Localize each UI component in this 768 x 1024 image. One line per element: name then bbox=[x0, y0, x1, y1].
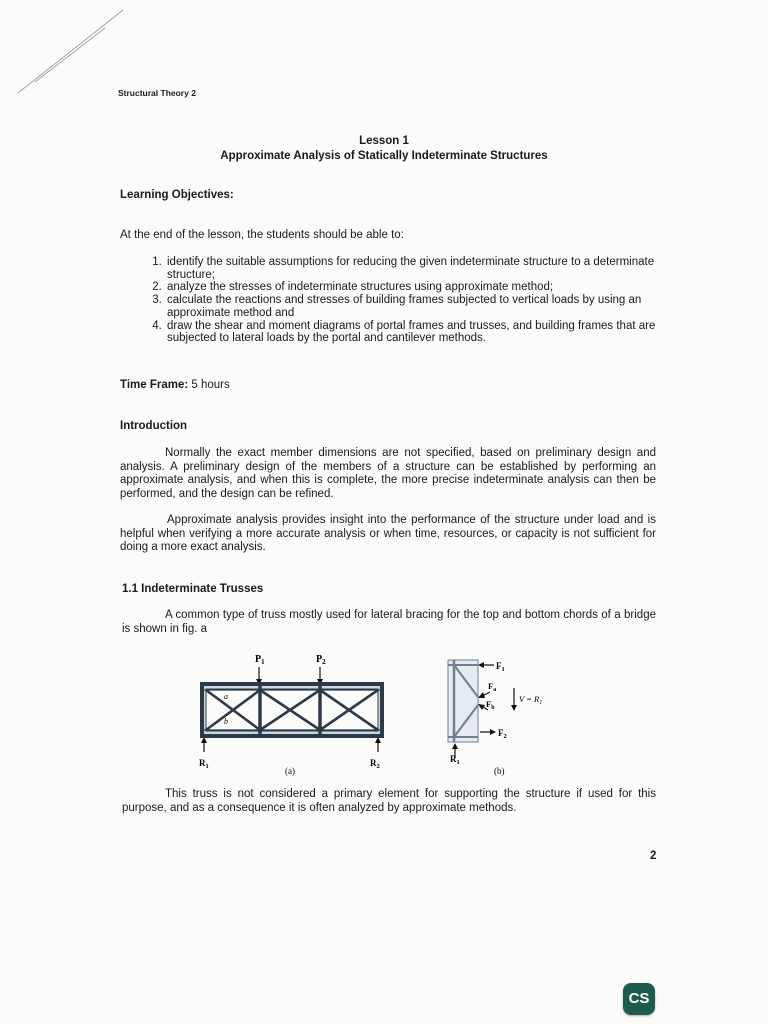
truss-figure-a bbox=[194, 648, 394, 780]
section-heading: 1.1 Indeterminate Trusses bbox=[122, 583, 264, 595]
reaction-arrow-right bbox=[375, 737, 381, 752]
force-f2-arrow bbox=[480, 729, 496, 735]
load-p2-label: $P_2$ bbox=[316, 654, 326, 666]
reaction-r1-label: $R_1$ bbox=[199, 758, 209, 770]
time-frame bbox=[120, 379, 230, 393]
lesson-number: Lesson 1 bbox=[359, 135, 409, 147]
reaction-arrow-left bbox=[201, 737, 207, 752]
objective-item: 1. identify the suitable assumptions for reducing the given indeterminate structure to a determinate structure; bbox=[165, 256, 683, 281]
time-frame-label: Time Frame: bbox=[120, 379, 189, 391]
objective-item: 3. calculate the reactions and stresses of building frames subjected to vertical loads by using an approximate method and bbox=[165, 294, 683, 319]
free-body-figure-b bbox=[438, 650, 568, 780]
force-f1-label: $F_1$ bbox=[496, 661, 505, 673]
scanner-logo: CS bbox=[623, 983, 655, 1015]
introduction-paragraph-2: Approximate analysis provides insight into the performance of the structure under load and is helpful when verifying a more accurate analysis or when time, resources, or capacity is not sufficient for doing a more exact analysis. bbox=[120, 514, 656, 553]
objective-item: 2. analyze the stresses of indeterminate structures using approximate method; bbox=[165, 281, 683, 294]
figure-a-caption: (a) bbox=[285, 766, 295, 776]
section-paragraph-1: A common type of truss mostly used for lateral bracing for the top and bottom chords of a bridge is shown in fig. a bbox=[122, 609, 656, 635]
scan-mark bbox=[0, 0, 140, 100]
lesson-title: Approximate Analysis of Statically Indeterminate Structures bbox=[220, 150, 548, 162]
course-header: Structural Theory 2 bbox=[118, 88, 196, 98]
force-f2-label: $F_2$ bbox=[498, 728, 507, 740]
member-a-label: a bbox=[224, 692, 228, 701]
section-paragraph-2: This truss is not considered a primary element for supporting the structure if used for this purpose, and as a consequence it is often analyzed by approximate methods. bbox=[122, 788, 656, 814]
force-fa-label: $F_a$ bbox=[488, 681, 497, 693]
learning-objectives-heading: Learning Objectives: bbox=[120, 189, 234, 201]
time-frame-value: 5 hours bbox=[191, 379, 230, 391]
objectives-intro: At the end of the lesson, the students should be able to: bbox=[120, 229, 404, 241]
force-f1-arrow bbox=[478, 662, 494, 668]
reaction-r1-label: $R_1$ bbox=[450, 754, 460, 766]
force-fb-label: $F_b$ bbox=[486, 699, 495, 711]
load-p1-label: $P_1$ bbox=[255, 654, 265, 666]
reaction-r2-label: $R_2$ bbox=[370, 758, 380, 770]
introduction-paragraph-1: Normally the exact member dimensions are not specified, based on preliminary design and analysis. A preliminary design of the members of a structure can be established by performing an approximate analysis, and when this is complete, the more precise indeterminate analysis can then be performed, and the design can be refined. bbox=[120, 447, 656, 500]
force-fa-arrow bbox=[478, 692, 490, 698]
figure-b-caption: (b) bbox=[494, 766, 505, 776]
truss-section bbox=[448, 660, 478, 742]
introduction-heading: Introduction bbox=[120, 420, 188, 432]
page-number: 2 bbox=[650, 850, 657, 862]
shear-label: $V = R_1$ bbox=[519, 694, 543, 706]
member-b-label: b bbox=[224, 717, 228, 726]
truss-members bbox=[202, 684, 382, 736]
objectives-list bbox=[140, 256, 683, 345]
objective-item: 4. draw the shear and moment diagrams of portal frames and trusses, and building frames that are subjected to lateral loads by the portal and cantilever methods. bbox=[165, 320, 683, 345]
shear-arrow bbox=[511, 688, 517, 711]
